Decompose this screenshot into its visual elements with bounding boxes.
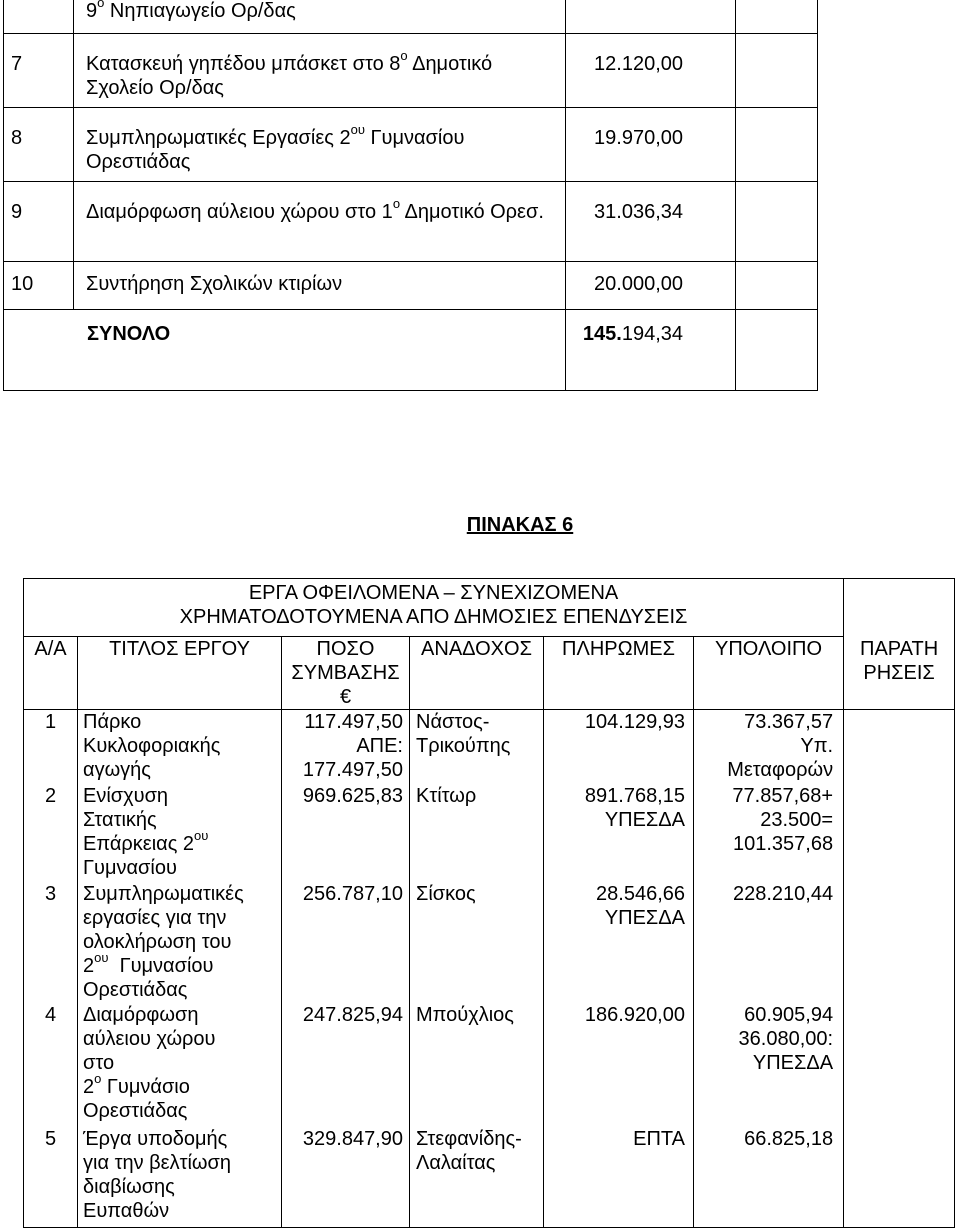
total-label: ΣΥΝΟΛΟ xyxy=(4,310,566,391)
table-row xyxy=(24,784,955,882)
notes xyxy=(844,784,955,882)
payments: 186.920,00 xyxy=(544,1003,694,1127)
payments: 891.768,15 ΥΠΕΣΔΑ xyxy=(544,784,694,882)
table-heading: ΠΙΝΑΚΑΣ 6 xyxy=(466,514,574,536)
project-title: Κατασκευή γηπέδου μπάσκετ στο $8^o$ Δημοτικό Σχολείο Ορ/δας xyxy=(74,34,566,108)
notes xyxy=(844,710,955,784)
contractor: Στεφανίδης- Λαλαίτας xyxy=(410,1127,544,1228)
row-number: 3 xyxy=(24,882,78,1003)
empty-cell xyxy=(736,262,818,310)
table-row xyxy=(4,0,818,34)
contractor: Μπούχλιος xyxy=(410,1003,544,1127)
contract-amount: 247.825,94 xyxy=(282,1003,410,1127)
header-contractor: ΑΝΑΔΟΧΟΣ xyxy=(410,637,544,710)
empty-cell xyxy=(736,108,818,182)
header-amount: ΠΟΣΟ ΣΥΜΒΑΣΗΣ € xyxy=(282,637,410,710)
contractor: Κτίτωρ xyxy=(410,784,544,882)
row-number: 4 xyxy=(24,1003,78,1127)
table-caption: ΕΡΓΑ ΟΦΕΙΛΟΜΕΝΑ – ΣΥΝΕΧΙΖΟΜΕΝΑ ΧΡΗΜΑΤΟΔΟΤΟΥΜΕΝΑ ΑΠΟ ΔΗΜΟΣΙΕΣ ΕΠΕΝΔΥΣΕΙΣ xyxy=(24,579,844,637)
empty-cell xyxy=(736,310,818,391)
remainder: 228.210,44 xyxy=(694,882,844,1003)
table-row xyxy=(4,262,818,310)
project-amount: 19.970,00 xyxy=(566,108,736,182)
table-row xyxy=(24,1127,955,1228)
project-title: Διαμόρφωση αύλειου χώρου στο $1^o$ Δημοτικό Ορεσ. xyxy=(74,182,566,262)
project-amount xyxy=(566,0,736,34)
contract-amount: 969.625,83 xyxy=(282,784,410,882)
row-number xyxy=(4,0,74,34)
project-title: $9^o$ Νηπιαγωγείο Ορ/δας xyxy=(74,0,566,34)
table-row xyxy=(24,1003,955,1127)
payments: ΕΠΤΑ xyxy=(544,1127,694,1228)
project-title: Πάρκο Κυκλοφοριακής αγωγής xyxy=(78,710,282,784)
header-remainder: ΥΠΟΛΟΙΠΟ xyxy=(694,637,844,710)
notes xyxy=(844,882,955,1003)
payments: 28.546,66 ΥΠΕΣΔΑ xyxy=(544,882,694,1003)
row-number: 1 xyxy=(24,710,78,784)
contract-amount: 117.497,50 ΑΠΕ: 177.497,50 xyxy=(282,710,410,784)
project-title: Ενίσχυση Στατικής Επάρκειας $2^{o\upsilon}$ Γυμνασίου xyxy=(78,784,282,882)
table-row xyxy=(4,182,818,262)
notes xyxy=(844,1003,955,1127)
total-row xyxy=(4,310,818,391)
empty-cell xyxy=(736,34,818,108)
empty-cell xyxy=(736,0,818,34)
project-amount: 12.120,00 xyxy=(566,34,736,108)
table-6 xyxy=(23,578,955,1228)
payments: 104.129,93 xyxy=(544,710,694,784)
contract-amount: 256.787,10 xyxy=(282,882,410,1003)
project-title: Συμπληρωματικές Εργασίες $2^{o\upsilon}$ Γυμνασίου Ορεστιάδας xyxy=(74,108,566,182)
header-payments: ΠΛΗΡΩΜΕΣ xyxy=(544,637,694,710)
row-number: 2 xyxy=(24,784,78,882)
row-number: 10 xyxy=(4,262,74,310)
project-title: Συμπληρωματικές εργασίες για την ολοκλήρωση του $2^{o\upsilon}$ Γυμνασίου Ορεστιάδας xyxy=(78,882,282,1003)
empty-cell xyxy=(736,182,818,262)
row-number: 5 xyxy=(24,1127,78,1228)
caption-row xyxy=(24,579,955,637)
table-row xyxy=(24,882,955,1003)
row-number: 7 xyxy=(4,34,74,108)
project-title: Διαμόρφωση αύλειου χώρου στο $2^o$ Γυμνάσιο Ορεστιάδας xyxy=(78,1003,282,1127)
table-row xyxy=(4,108,818,182)
project-amount: 20.000,00 xyxy=(566,262,736,310)
empty-cell xyxy=(844,579,955,637)
projects-table xyxy=(3,0,818,391)
remainder: 77.857,68+ 23.500= 101.357,68 xyxy=(694,784,844,882)
remainder: 73.367,57 Υπ. Μεταφορών xyxy=(694,710,844,784)
header-notes: ΠΑΡΑΤΗ ΡΗΣΕΙΣ xyxy=(844,637,955,710)
project-title: Έργα υποδομής για την βελτίωση διαβίωσης Ευπαθών xyxy=(78,1127,282,1228)
contract-amount: 329.847,90 xyxy=(282,1127,410,1228)
header-row xyxy=(24,637,955,710)
header-aa: Α/Α xyxy=(24,637,78,710)
remainder: 60.905,94 36.080,00: ΥΠΕΣΔΑ xyxy=(694,1003,844,1127)
row-number: 9 xyxy=(4,182,74,262)
header-title: ΤΙΤΛΟΣ ΕΡΓΟΥ xyxy=(78,637,282,710)
project-title: Συντήρηση Σχολικών κτιρίων xyxy=(74,262,566,310)
remainder: 66.825,18 xyxy=(694,1127,844,1228)
project-amount: 31.036,34 xyxy=(566,182,736,262)
row-number: 8 xyxy=(4,108,74,182)
contractor: Σίσκος xyxy=(410,882,544,1003)
table-row xyxy=(4,34,818,108)
contractor: Νάστος- Τρικούπης xyxy=(410,710,544,784)
notes xyxy=(844,1127,955,1228)
table-row xyxy=(24,710,955,784)
total-value: 145.194,34 xyxy=(566,310,736,391)
